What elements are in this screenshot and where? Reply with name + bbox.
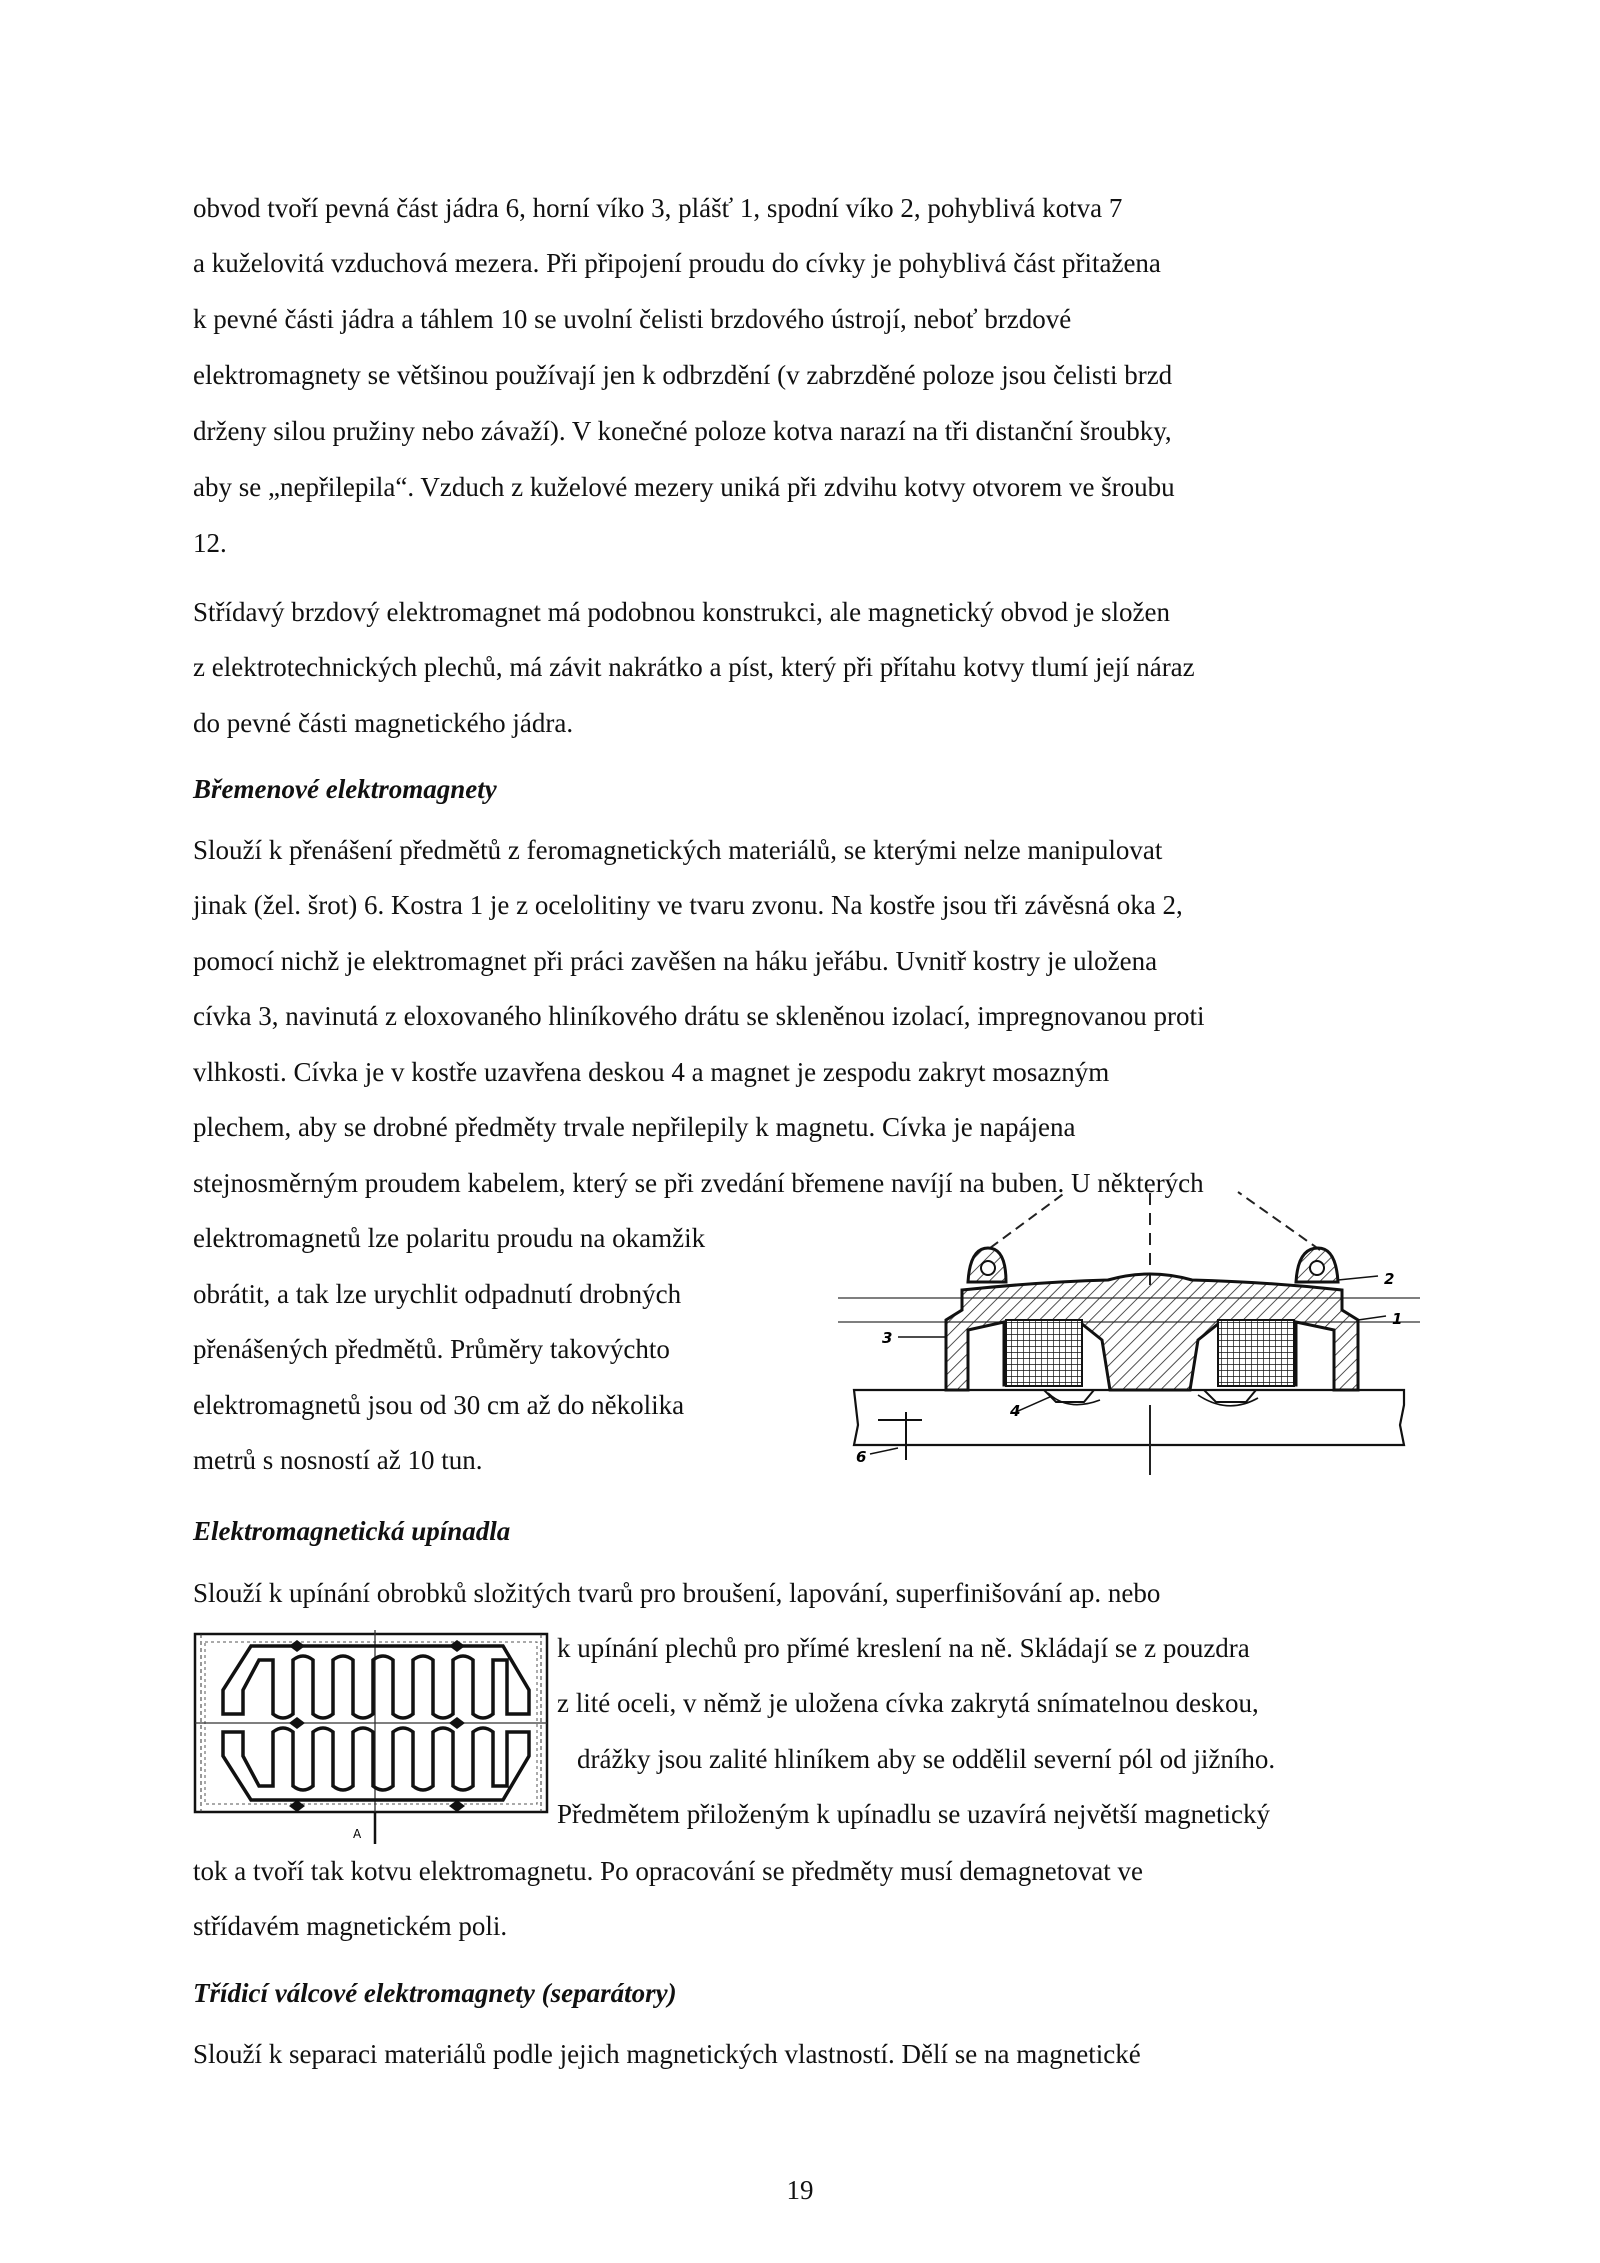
text-line: do pevné části magnetického jádra. <box>193 708 574 738</box>
text-line: 12. <box>193 528 227 558</box>
text-line: elektromagnetů lze polaritu proudu na okamžik <box>193 1223 706 1253</box>
text-line: Slouží k upínání obrobků složitých tvarů pro broušení, lapování, superfinišování ap. nebo <box>193 1578 1161 1608</box>
text-line: elektromagnety se většinou používají jen k odbrzdění (v zabrzděné poloze jsou čelisti brzd <box>193 360 1173 390</box>
section-heading: Elektromagnetická upínadla <box>193 1516 511 1546</box>
text-line: elektromagnetů jsou od 30 cm až do několika <box>193 1390 685 1420</box>
text-line: pomocí nichž je elektromagnet při práci zavěšen na háku jeřábu. Uvnitř kostry je uložena <box>193 946 1158 976</box>
text-line: metrů s nosností až 10 tun. <box>193 1445 483 1475</box>
page-number: 19 <box>786 2175 814 2205</box>
text-line: tok a tvoří tak kotvu elektromagnetu. Po opracování se předměty musí demagnetovat ve <box>193 1856 1143 1886</box>
text-line: Slouží k přenášení předmětů z feromagnetických materiálů, se kterými nelze manipulovat <box>193 835 1163 865</box>
text-line: drženy silou pružiny nebo závaží). V konečné poloze kotva narazí na tři distanční šroubky, <box>193 416 1172 446</box>
text-line: Slouží k separaci materiálů podle jejich magnetických vlastností. Dělí se na magnetické <box>193 2039 1141 2069</box>
figure-label: 2 <box>1384 1270 1395 1288</box>
text-line: k pevné části jádra a táhlem 10 se uvolní čelisti brzdového ústrojí, neboť brzdové <box>193 304 1072 334</box>
text-line: obrátit, a tak lze urychlit odpadnutí drobných <box>193 1279 682 1309</box>
text-line: střídavém magnetickém poli. <box>193 1911 508 1941</box>
text-line: z lité oceli, v němž je uložena cívka zakrytá snímatelnou deskou, <box>557 1688 1259 1718</box>
figure-label: A <box>353 1827 362 1841</box>
section-heading: Třídicí válcové elektromagnety (separátory) <box>193 1978 677 2008</box>
figure-label: 4 <box>1010 1402 1021 1420</box>
section-heading: Břemenové elektromagnety <box>193 774 497 804</box>
text-line: stejnosměrným proudem kabelem, který se při zvedání břemene navíjí na buben. U některých <box>193 1168 1204 1198</box>
text-line: z elektrotechnických plechů, má závit nakrátko a píst, který při přítahu kotvy tlumí její náraz <box>193 652 1195 682</box>
figure-label: 6 <box>856 1448 867 1466</box>
text-line: drážky jsou zalité hliníkem aby se oddělil severní pól od jižního. <box>577 1744 1276 1774</box>
text-line: Střídavý brzdový elektromagnet má podobnou konstrukci, ale magnetický obvod je složen <box>193 597 1171 627</box>
magnetic-chuck-diagram <box>193 1630 551 1846</box>
text-line: přenášených předmětů. Průměry takovýchto <box>193 1334 670 1364</box>
figure-label: 1 <box>1392 1310 1403 1328</box>
figure-label: 3 <box>882 1329 893 1347</box>
text-line: k upínání plechů pro přímé kreslení na ně. Skládají se z pouzdra <box>557 1633 1250 1663</box>
text-line: a kuželovitá vzduchová mezera. Při připojení proudu do cívky je pohyblivá část přitažena <box>193 248 1161 278</box>
text-line: obvod tvoří pevná část jádra 6, horní víko 3, plášť 1, spodní víko 2, pohyblivá kotva 7 <box>193 193 1123 223</box>
text-line: vlhkosti. Cívka je v kostře uzavřena deskou 4 a magnet je zespodu zakryt mosazným <box>193 1057 1110 1087</box>
lifting-magnet-diagram <box>838 1190 1420 1490</box>
text-line: plechem, aby se drobné předměty trvale nepřilepily k magnetu. Cívka je napájena <box>193 1112 1076 1142</box>
text-line: jinak (žel. šrot) 6. Kostra 1 je z ocelolitiny ve tvaru zvonu. Na kostře jsou tři závěsná oka 2, <box>193 890 1183 920</box>
text-line: Předmětem přiloženým k upínadlu se uzavírá největší magnetický <box>557 1799 1271 1829</box>
text-line: aby se „nepřilepila“. Vzduch z kuželové mezery uniká při zdvihu kotvy otvorem ve šroubu <box>193 472 1175 502</box>
text-line: cívka 3, navinutá z eloxovaného hliníkového drátu se skleněnou izolací, impregnovanou proti <box>193 1001 1205 1031</box>
